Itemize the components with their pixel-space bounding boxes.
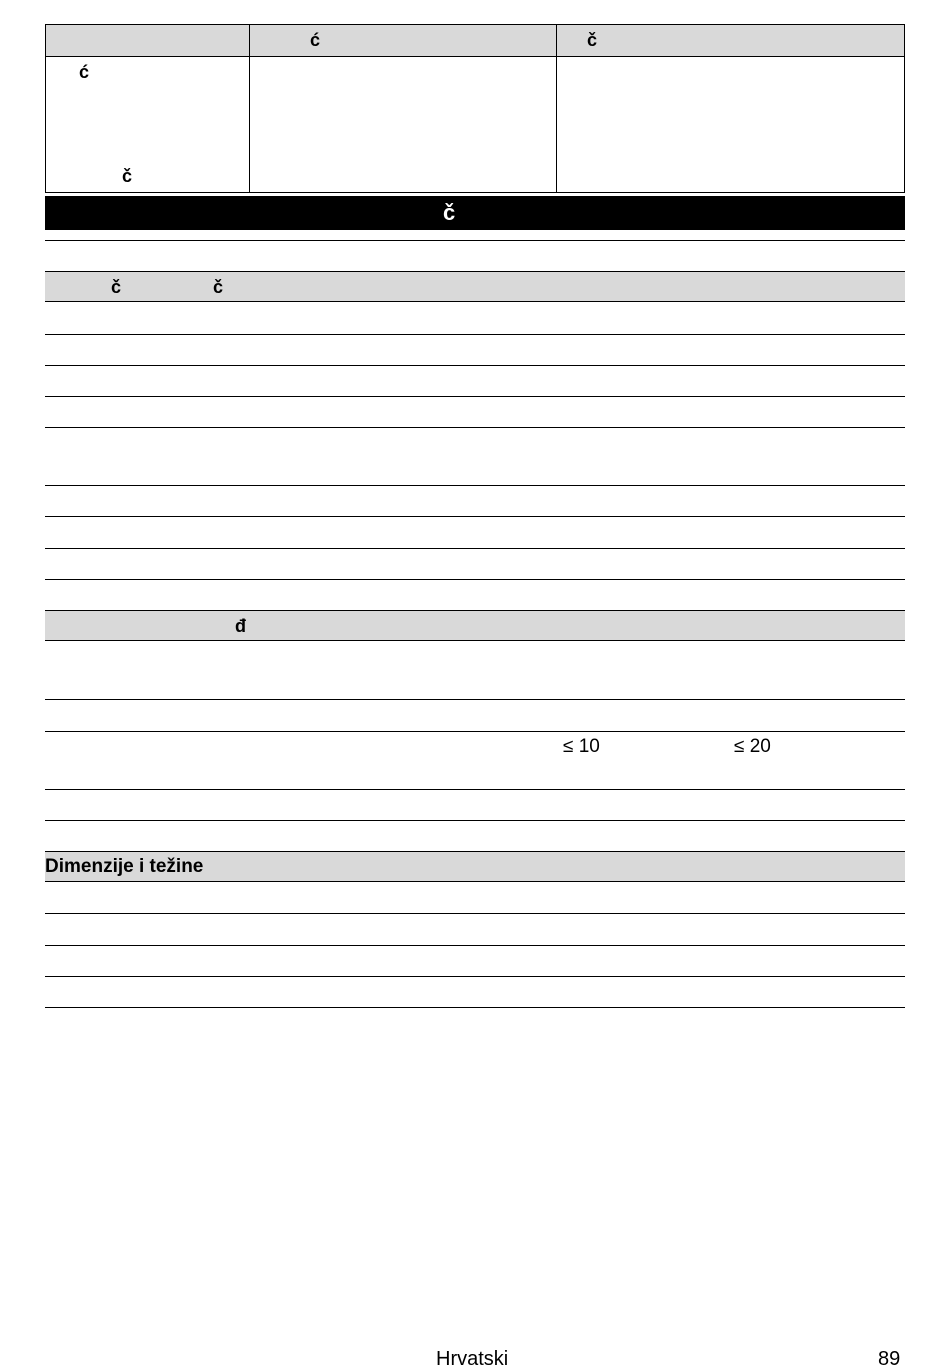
rule <box>45 365 905 366</box>
top-table-header <box>46 25 904 57</box>
section-header-1 <box>45 271 905 302</box>
section-1-glyph-a: č <box>111 277 122 297</box>
column-divider <box>249 25 250 192</box>
column-divider <box>556 25 557 192</box>
rule <box>45 731 905 732</box>
rule <box>45 548 905 549</box>
page-number: 89 <box>878 1348 901 1370</box>
rule <box>45 789 905 790</box>
footer-language: Hrvatski <box>436 1348 509 1370</box>
value-le-20: ≤ 20 <box>734 736 771 757</box>
section-header-3 <box>45 851 905 882</box>
rule <box>45 427 905 428</box>
rule <box>45 396 905 397</box>
banner-title: č <box>443 200 456 225</box>
top-table <box>45 24 905 193</box>
row-label-1: ć <box>79 62 90 82</box>
rule <box>45 976 905 977</box>
value-le-10: ≤ 10 <box>563 736 600 757</box>
section-2-glyph: đ <box>235 616 246 636</box>
section-header-2 <box>45 610 905 641</box>
rule <box>45 913 905 914</box>
rule <box>45 516 905 517</box>
rule <box>45 1007 905 1008</box>
header-cell-3: č <box>587 30 598 50</box>
rule <box>45 334 905 335</box>
rule <box>45 945 905 946</box>
section-1-glyph-b: č <box>213 277 224 297</box>
section-banner <box>45 196 905 230</box>
section-3-title: Dimenzije i težine <box>45 856 204 877</box>
row-label-2: č <box>122 166 133 186</box>
rule <box>45 820 905 821</box>
rule <box>45 485 905 486</box>
rule <box>45 579 905 580</box>
rule <box>45 699 905 700</box>
header-cell-2: ć <box>310 30 321 50</box>
rule <box>45 240 905 241</box>
